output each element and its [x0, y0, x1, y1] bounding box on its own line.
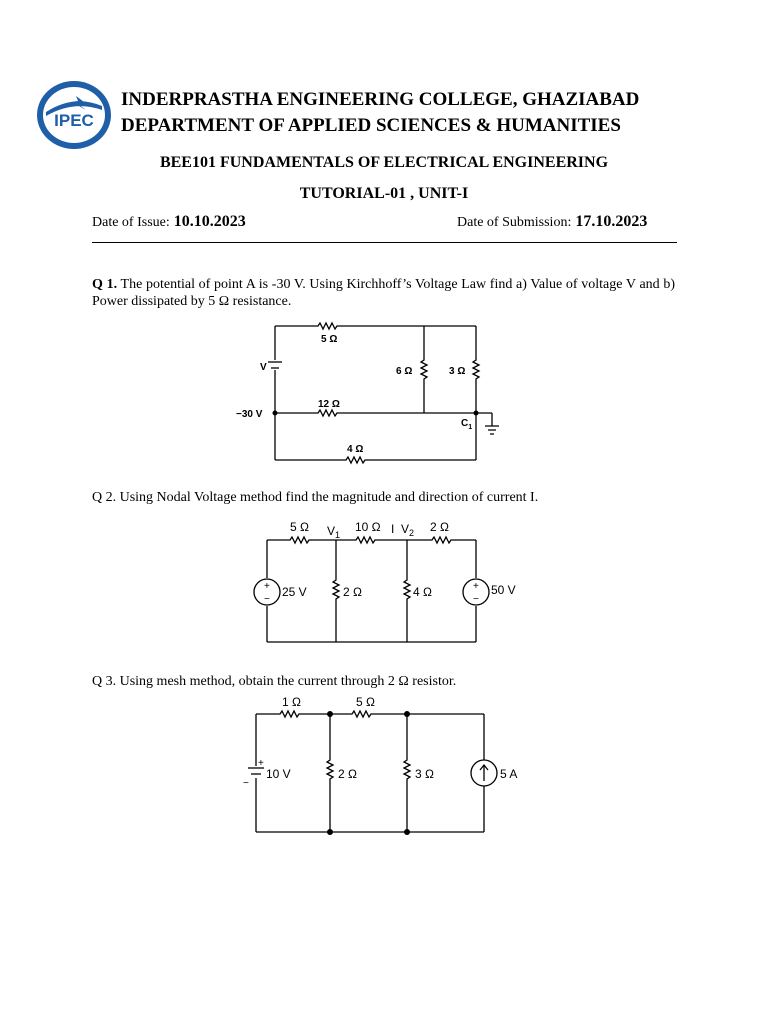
- q2-circuit-diagram: [250, 516, 530, 646]
- q2-src50-plus: +: [473, 581, 479, 592]
- q1-label-4ohm: 4 Ω: [347, 444, 364, 455]
- q1-label-v: V: [260, 362, 267, 373]
- q2-label-25v: 25 V: [282, 585, 307, 599]
- college-name: INDERPRASTHA ENGINEERING COLLEGE, GHAZIABAD: [121, 89, 640, 110]
- q2-label-5ohm: 5 Ω: [290, 520, 309, 534]
- question-2: Q 2. Using Nodal Voltage method find the magnitude and direction of current I.: [92, 490, 539, 505]
- submission-date-label: Date of Submission:: [457, 215, 572, 230]
- submission-date: [457, 213, 647, 231]
- logo-text: IPEC: [54, 111, 94, 130]
- q2-label-50v: 50 V: [491, 583, 516, 597]
- q2-label-v2: $V_2$: [401, 522, 415, 538]
- issue-date: [92, 213, 246, 231]
- q2-src25-minus: −: [264, 594, 270, 605]
- q3-src10-minus: −: [243, 778, 249, 789]
- issue-date-label: Date of Issue:: [92, 215, 170, 230]
- q3-src10-plus: +: [258, 758, 264, 769]
- q1-label-12ohm: 12 Ω: [318, 399, 340, 410]
- submission-date-value: 17.10.2023: [575, 213, 648, 230]
- question-1-text: The potential of point A is -30 V. Using Kirchhoff’s Voltage Law find a) Value of voltage V and b) Power dissipated by 5 Ω resistance.: [92, 277, 676, 309]
- q2-label-10ohm: 10 Ω: [355, 520, 381, 534]
- q1-label-c1: $C_1$: [461, 418, 473, 431]
- course-title: BEE101 FUNDAMENTALS OF ELECTRICAL ENGINEERING: [159, 154, 609, 171]
- q3-label-3ohm: 3 Ω: [415, 767, 434, 781]
- college-logo: [36, 80, 112, 150]
- q2-src25-plus: +: [264, 581, 270, 592]
- q1-label-neg30v: −30 V: [236, 409, 263, 420]
- q3-label-2ohm: 2 Ω: [338, 767, 357, 781]
- issue-date-value: 10.10.2023: [173, 213, 246, 230]
- q2-label-i: I: [391, 522, 395, 536]
- header-divider: [92, 242, 677, 243]
- q2-label-v1: $V_1$: [327, 524, 341, 540]
- q1-circuit-diagram: [230, 318, 520, 468]
- q2-label-4ohm: 4 Ω: [413, 585, 432, 599]
- department-name: DEPARTMENT OF APPLIED SCIENCES & HUMANITIES: [121, 115, 621, 136]
- q3-label-1ohm: 1 Ω: [282, 695, 301, 709]
- q1-label-6ohm: 6 Ω: [396, 366, 413, 377]
- tutorial-title: TUTORIAL-01 , UNIT-I: [299, 185, 469, 202]
- question-1: [92, 276, 675, 310]
- q2-label-2ohm-top: 2 Ω: [430, 520, 449, 534]
- question-3: Q 3. Using mesh method, obtain the current through 2 Ω resistor.: [92, 674, 457, 689]
- q1-label-3ohm: 3 Ω: [449, 366, 466, 377]
- q3-circuit-diagram: [240, 690, 530, 840]
- q1-label-5ohm: 5 Ω: [321, 334, 338, 345]
- q3-label-10v: 10 V: [266, 767, 291, 781]
- q2-label-2ohm: 2 Ω: [343, 585, 362, 599]
- question-1-number: Q 1.: [92, 277, 118, 292]
- q3-label-5ohm: 5 Ω: [356, 695, 375, 709]
- q2-src50-minus: −: [473, 594, 479, 605]
- q3-label-5a: 5 A: [500, 767, 518, 781]
